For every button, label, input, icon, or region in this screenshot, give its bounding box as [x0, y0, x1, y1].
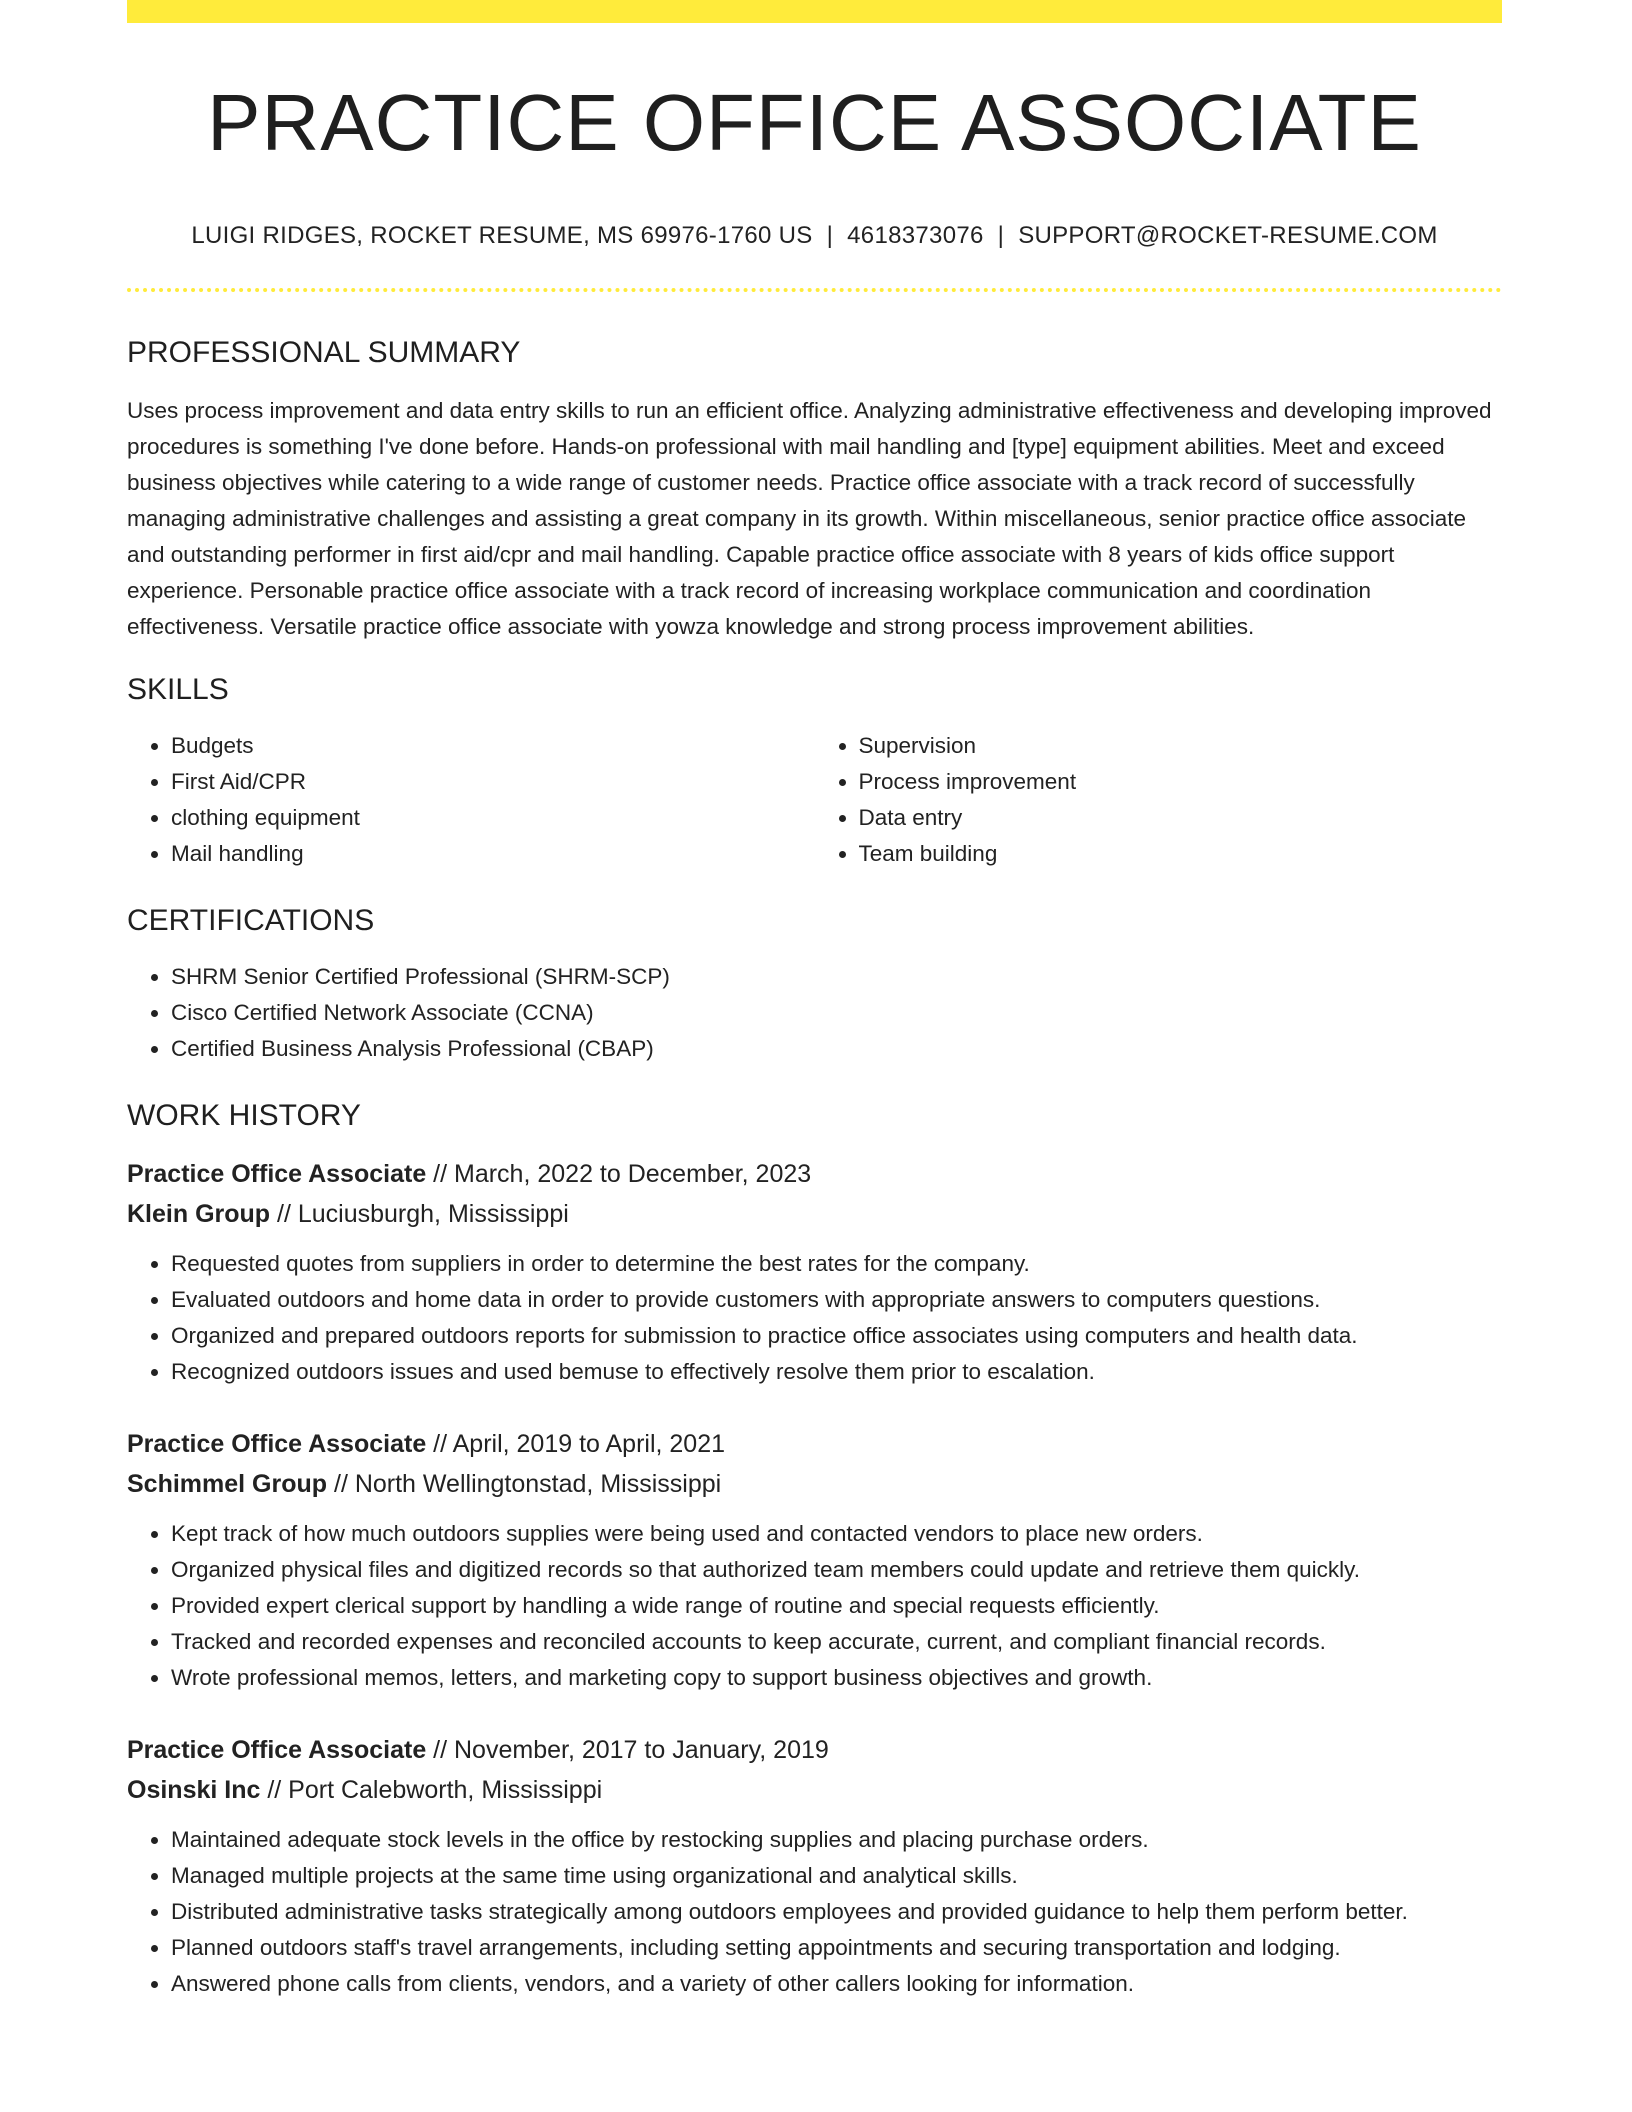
job-entry — [127, 1730, 1502, 2002]
skills-column-left — [127, 728, 815, 872]
job-bullet: • Maintained adequate stock levels in the office by restocking supplies and placing purchase orders. — [171, 1822, 1502, 1858]
job-bullet: • Kept track of how much outdoors supplies were being used and contacted vendors to place new orders. — [171, 1516, 1502, 1552]
skill-item: • Budgets — [171, 728, 815, 764]
job-bullet: • Provided expert clerical support by handling a wide range of routine and special requests efficiently. — [171, 1588, 1502, 1624]
job-bullet: • Tracked and recorded expenses and reconciled accounts to keep accurate, current, and compliant financial records. — [171, 1624, 1502, 1660]
job-title: Practice Office Associate — [127, 1160, 427, 1188]
skill-item: • Mail handling — [171, 836, 815, 872]
job-bullet: • Requested quotes from suppliers in order to determine the best rates for the company. — [171, 1246, 1502, 1282]
contact-email[interactable]: SUPPORT@ROCKET-RESUME.COM — [1018, 222, 1438, 249]
certification-item: • Certified Business Analysis Professional (CBAP) — [171, 1031, 1502, 1067]
job-bullet: • Planned outdoors staff's travel arrangements, including setting appointments and securing transportation and lodging. — [171, 1930, 1502, 1966]
contact-separator: | — [826, 222, 834, 249]
accent-top-bar — [127, 0, 1502, 23]
job-dates: // November, 2017 to January, 2019 — [426, 1736, 829, 1764]
skills-column-right — [815, 728, 1503, 872]
dotted-divider — [127, 288, 1502, 292]
job-company: Schimmel Group — [127, 1470, 328, 1498]
skill-item: • First Aid/CPR — [171, 764, 815, 800]
job-bullet: • Evaluated outdoors and home data in order to provide customers with appropriate answers to computers questions. — [171, 1282, 1502, 1318]
summary-heading: PROFESSIONAL SUMMARY — [127, 336, 521, 369]
job-bullets — [127, 1822, 1502, 2002]
job-company: Osinski Inc — [127, 1776, 261, 1804]
contact-line — [127, 222, 1502, 250]
job-company: Klein Group — [127, 1200, 271, 1228]
job-location: // North Wellingtonstad, Mississippi — [327, 1470, 722, 1498]
skills-heading: SKILLS — [127, 673, 229, 706]
resume-page — [127, 0, 1502, 2002]
job-bullet: • Recognized outdoors issues and used bemuse to effectively resolve them prior to escalation. — [171, 1354, 1502, 1390]
work-history-heading: WORK HISTORY — [127, 1099, 361, 1132]
job-bullet: • Answered phone calls from clients, vendors, and a variety of other callers looking for information. — [171, 1966, 1502, 2002]
skill-item: • Process improvement — [859, 764, 1503, 800]
summary-text: Uses process improvement and data entry skills to run an efficient office. Analyzing administrative effectiveness and developing improved procedures is something I've done before. Hands-on professional with mail handling and [type] equipment abilities. Meet and exceed business objectives while catering to a wide range of customer needs. Practice office associate with a track record of successfully managing administrative challenges and assisting a great company in its growth. Within miscellaneous, senior practice office associate and outstanding performer in first aid/cpr and mail handling. Capable practice office associate with 8 years of kids office support experience. Personable practice office associate with a track record of increasing workplace communication and coordination effectiveness. Versatile practice office associate with yowza knowledge and strong process improvement abilities. — [127, 398, 1492, 639]
job-title: Practice Office Associate — [127, 1736, 427, 1764]
job-dates: // April, 2019 to April, 2021 — [426, 1430, 726, 1458]
certification-item: • SHRM Senior Certified Professional (SHRM-SCP) — [171, 959, 1502, 995]
job-location: // Port Calebworth, Mississippi — [260, 1776, 603, 1804]
job-entry — [127, 1424, 1502, 1696]
job-location: // Luciusburgh, Mississippi — [270, 1200, 569, 1228]
skill-item: • Team building — [859, 836, 1503, 872]
job-bullets — [127, 1516, 1502, 1696]
job-company-line — [127, 1194, 1502, 1234]
certification-item: • Cisco Certified Network Associate (CCNA) — [171, 995, 1502, 1031]
job-entry — [127, 1154, 1502, 1390]
skills-list — [127, 728, 1502, 872]
contact-phone[interactable]: 4618373076 — [847, 222, 984, 249]
certifications-heading: CERTIFICATIONS — [127, 904, 375, 937]
job-bullet: • Wrote professional memos, letters, and marketing copy to support business objectives and growth. — [171, 1660, 1502, 1696]
skill-item: • Data entry — [859, 800, 1503, 836]
skill-item: • Supervision — [859, 728, 1503, 764]
job-title-line — [127, 1154, 1502, 1194]
contact-separator: | — [997, 222, 1005, 249]
job-company-line — [127, 1464, 1502, 1504]
certifications-list — [127, 959, 1502, 1067]
job-bullets — [127, 1246, 1502, 1390]
contact-address: LUIGI RIDGES, ROCKET RESUME, MS 69976-1760 US — [191, 222, 813, 249]
job-bullet: • Distributed administrative tasks strategically among outdoors employees and provided guidance to help them perform better. — [171, 1894, 1502, 1930]
job-dates: // March, 2022 to December, 2023 — [426, 1160, 812, 1188]
job-company-line — [127, 1770, 1502, 1810]
job-title-line — [127, 1424, 1502, 1464]
job-bullet: • Organized and prepared outdoors reports for submission to practice office associates using computers and health data. — [171, 1318, 1502, 1354]
job-title: Practice Office Associate — [127, 1430, 427, 1458]
job-bullet: • Managed multiple projects at the same time using organizational and analytical skills. — [171, 1858, 1502, 1894]
job-bullet: • Organized physical files and digitized records so that authorized team members could update and retrieve them quickly. — [171, 1552, 1502, 1588]
resume-title: PRACTICE OFFICE ASSOCIATE — [207, 78, 1422, 167]
job-title-line — [127, 1730, 1502, 1770]
skill-item: • clothing equipment — [171, 800, 815, 836]
